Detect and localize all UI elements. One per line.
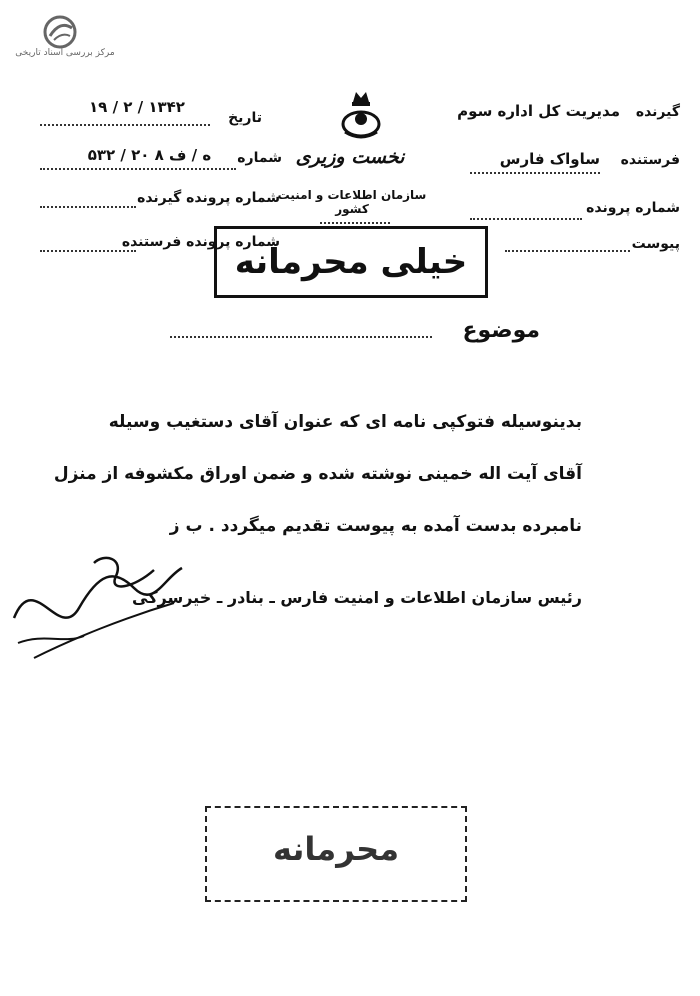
letterhead-line-1: نخست وزیری bbox=[295, 146, 405, 168]
subject-label: موضوع bbox=[462, 318, 540, 343]
letterhead-underline bbox=[320, 222, 390, 224]
sender-label: فرستنده bbox=[620, 152, 680, 168]
recipient-value: مدیریت کل اداره سوم bbox=[457, 102, 620, 120]
sender-value: ساواک فارس bbox=[499, 150, 600, 168]
top-secret-stamp bbox=[214, 226, 488, 298]
body-line-3: نامبرده بدست آمده به پیوست تقدیم میگردد . ب ز bbox=[169, 516, 582, 536]
body-line-2: آقای آیت اله خمینی نوشته شده و ضمن اوراق مکشوفه از منزل bbox=[53, 464, 582, 484]
handwritten-signature bbox=[4, 548, 194, 663]
attachment-underline bbox=[505, 250, 630, 252]
sender-file-label: شماره پرونده فرستنده bbox=[121, 234, 280, 250]
archive-logo-icon bbox=[40, 14, 80, 50]
top-secret-stamp-text: خیلی محرمانه bbox=[234, 242, 468, 282]
attachment-label: پیوست bbox=[631, 236, 680, 252]
signature-line: رئیس سازمان اطلاعات و امنیت فارس ـ بنادر ـ خیرسرکی bbox=[132, 588, 582, 607]
recipient-file-underline bbox=[40, 206, 136, 208]
date-underline bbox=[40, 124, 210, 126]
file-number-underline bbox=[470, 218, 582, 220]
number-label: شماره bbox=[237, 150, 282, 166]
file-number-label: شماره پرونده bbox=[586, 200, 680, 216]
date-value: ۱۹ / ۲ / ۱۳۴۲ bbox=[89, 98, 185, 116]
archive-logo bbox=[40, 14, 80, 50]
sender-file-underline bbox=[40, 250, 136, 252]
number-value: ۵۳۲ / ۲۰ ه / ف ۸ bbox=[87, 146, 212, 164]
signature-icon bbox=[4, 548, 194, 663]
emblem-icon bbox=[336, 88, 386, 143]
bottom-stamp bbox=[205, 806, 467, 902]
bottom-stamp-text: محرمانه bbox=[272, 830, 400, 868]
lion-and-sun-emblem bbox=[336, 88, 386, 143]
number-underline bbox=[40, 168, 236, 170]
body-line-1: بدینوسیله فتوکپی نامه ای که عنوان آقای دستغیب وسیله bbox=[108, 412, 582, 432]
recipient-file-label: شماره پرونده گیرنده bbox=[137, 190, 280, 206]
archive-watermark: مرکز بررسی اسناد تاریخی bbox=[15, 48, 115, 58]
date-label: تاریخ bbox=[228, 110, 262, 126]
letterhead-line-2: سازمان اطلاعات و امنیت کشور bbox=[277, 188, 427, 216]
sender-underline bbox=[470, 172, 600, 174]
subject-underline bbox=[170, 336, 432, 338]
recipient-label: گیرنده bbox=[635, 104, 680, 120]
